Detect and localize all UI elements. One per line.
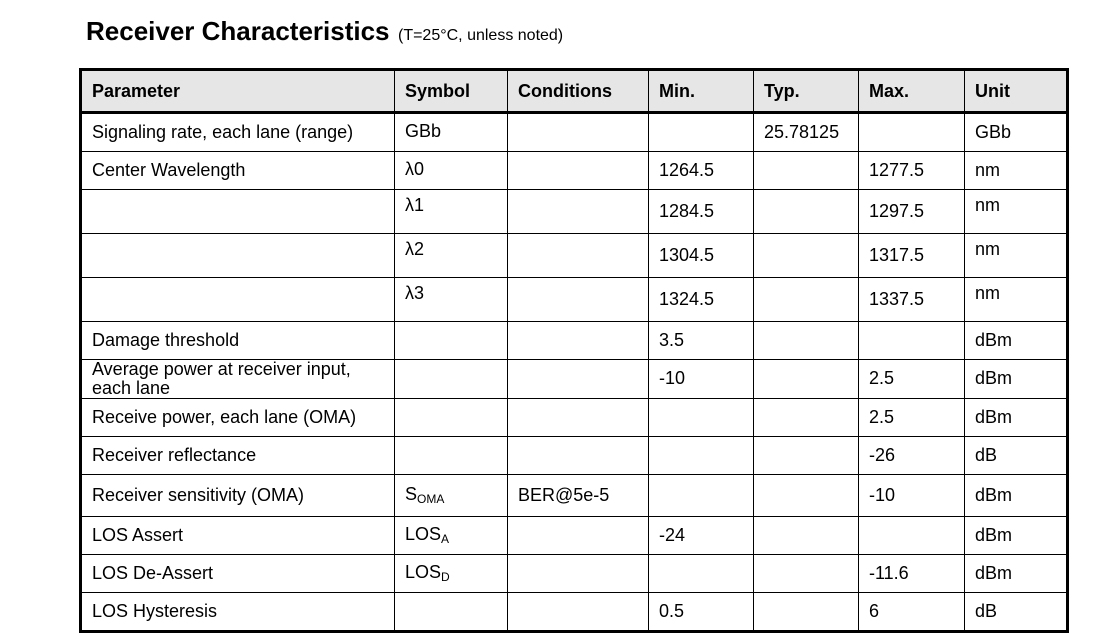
symbol-cell [395,113,508,152]
conditions-cell [508,278,649,322]
conditions-cell [508,436,649,474]
column-header-conditions: Conditions [508,70,649,113]
max-cell: -10 [859,474,965,516]
unit-cell: GBb [965,113,1068,152]
column-header-parameter: Parameter [81,70,395,113]
symbol-cell [395,190,508,234]
symbol-text: λ3 [405,283,425,303]
typ-cell [754,474,859,516]
parameter-cell: Average power at receiver input, each lane [81,360,395,399]
table-row [81,436,1068,474]
parameter-cell: Receiver sensitivity (OMA) [81,474,395,516]
symbol-subscript: A [441,531,450,546]
min-cell: 0.5 [649,592,754,631]
max-cell: -26 [859,436,965,474]
parameter-cell: Receive power, each lane (OMA) [81,398,395,436]
typ-cell [754,152,859,190]
symbol-cell [395,234,508,278]
symbol-cell [395,152,508,190]
typ-cell [754,234,859,278]
min-cell: 1264.5 [649,152,754,190]
typ-cell [754,190,859,234]
unit-cell: dBm [965,554,1068,592]
conditions-cell [508,322,649,360]
page-title: Receiver Characteristics [86,16,390,46]
unit-cell: dB [965,592,1068,631]
symbol-cell [395,554,508,592]
parameter-cell: LOS Hysteresis [81,592,395,631]
conditions-cell [508,592,649,631]
conditions-cell [508,234,649,278]
symbol-cell [395,474,508,516]
table-row [81,474,1068,516]
min-cell: 3.5 [649,322,754,360]
unit-cell: dB [965,436,1068,474]
max-cell: 1317.5 [859,234,965,278]
max-cell: 2.5 [859,360,965,399]
parameter-cell: Damage threshold [81,322,395,360]
table-row [81,360,1068,399]
unit-cell: dBm [965,474,1068,516]
symbol-text: λ1 [405,195,425,215]
parameter-cell: Signaling rate, each lane (range) [81,113,395,152]
symbol-cell [395,592,508,631]
conditions-cell [508,113,649,152]
symbol-cell [395,322,508,360]
table-row [81,322,1068,360]
symbol-text: GBb [405,121,442,142]
max-cell: 1337.5 [859,278,965,322]
unit-cell: dBm [965,360,1068,399]
symbol-subscript: D [441,569,450,584]
min-cell: 1324.5 [649,278,754,322]
column-header-min: Min. [649,70,754,113]
parameter-cell [81,234,395,278]
typ-cell [754,436,859,474]
unit-cell: dBm [965,516,1068,554]
unit-cell: nm [965,190,1068,234]
max-cell [859,113,965,152]
min-cell [649,398,754,436]
typ-cell [754,360,859,399]
symbol-subscript: OMA [417,491,445,506]
symbol-cell [395,360,508,399]
symbol-text: λ0 [405,159,425,180]
max-cell: 6 [859,592,965,631]
max-cell: -11.6 [859,554,965,592]
symbol-text: LOS [405,523,442,544]
table-row [81,278,1068,322]
table-row [81,398,1068,436]
typ-cell [754,322,859,360]
symbol-text: LOS [405,561,442,582]
table-row [81,554,1068,592]
unit-cell: dBm [965,398,1068,436]
table-header-row [81,70,1068,113]
symbol-text: S [405,483,418,504]
min-cell: 1304.5 [649,234,754,278]
max-cell: 1297.5 [859,190,965,234]
parameter-cell: LOS Assert [81,516,395,554]
max-cell: 1277.5 [859,152,965,190]
page-heading [86,16,563,47]
typ-cell [754,592,859,631]
parameter-cell: Receiver reflectance [81,436,395,474]
table-row [81,234,1068,278]
typ-cell [754,398,859,436]
symbol-cell [395,436,508,474]
parameter-cell [81,190,395,234]
parameter-cell [81,278,395,322]
conditions-cell [508,190,649,234]
column-header-unit: Unit [965,70,1068,113]
symbol-text: λ2 [405,239,425,259]
min-cell [649,113,754,152]
conditions-cell [508,152,649,190]
min-cell: -24 [649,516,754,554]
table-row [81,592,1068,631]
conditions-cell: BER@5e-5 [508,474,649,516]
symbol-cell [395,398,508,436]
receiver-characteristics-table [79,68,1069,633]
column-header-symbol: Symbol [395,70,508,113]
symbol-cell [395,516,508,554]
min-cell [649,554,754,592]
min-cell [649,474,754,516]
column-header-max: Max. [859,70,965,113]
typ-cell: 25.78125 [754,113,859,152]
unit-cell: nm [965,152,1068,190]
table-row [81,113,1068,152]
parameter-cell: Center Wavelength [81,152,395,190]
min-cell: 1284.5 [649,190,754,234]
typ-cell [754,278,859,322]
typ-cell [754,516,859,554]
unit-cell: nm [965,278,1068,322]
symbol-cell [395,278,508,322]
table-row [81,152,1068,190]
max-cell [859,516,965,554]
page-subtitle: (T=25°C, unless noted) [397,27,564,44]
max-cell: 2.5 [859,398,965,436]
min-cell: -10 [649,360,754,399]
unit-cell: nm [965,234,1068,278]
parameter-cell: LOS De-Assert [81,554,395,592]
max-cell [859,322,965,360]
table-row [81,516,1068,554]
conditions-cell [508,360,649,399]
column-header-typ: Typ. [754,70,859,113]
conditions-cell [508,554,649,592]
unit-cell: dBm [965,322,1068,360]
min-cell [649,436,754,474]
typ-cell [754,554,859,592]
table-row [81,190,1068,234]
conditions-cell [508,398,649,436]
conditions-cell [508,516,649,554]
